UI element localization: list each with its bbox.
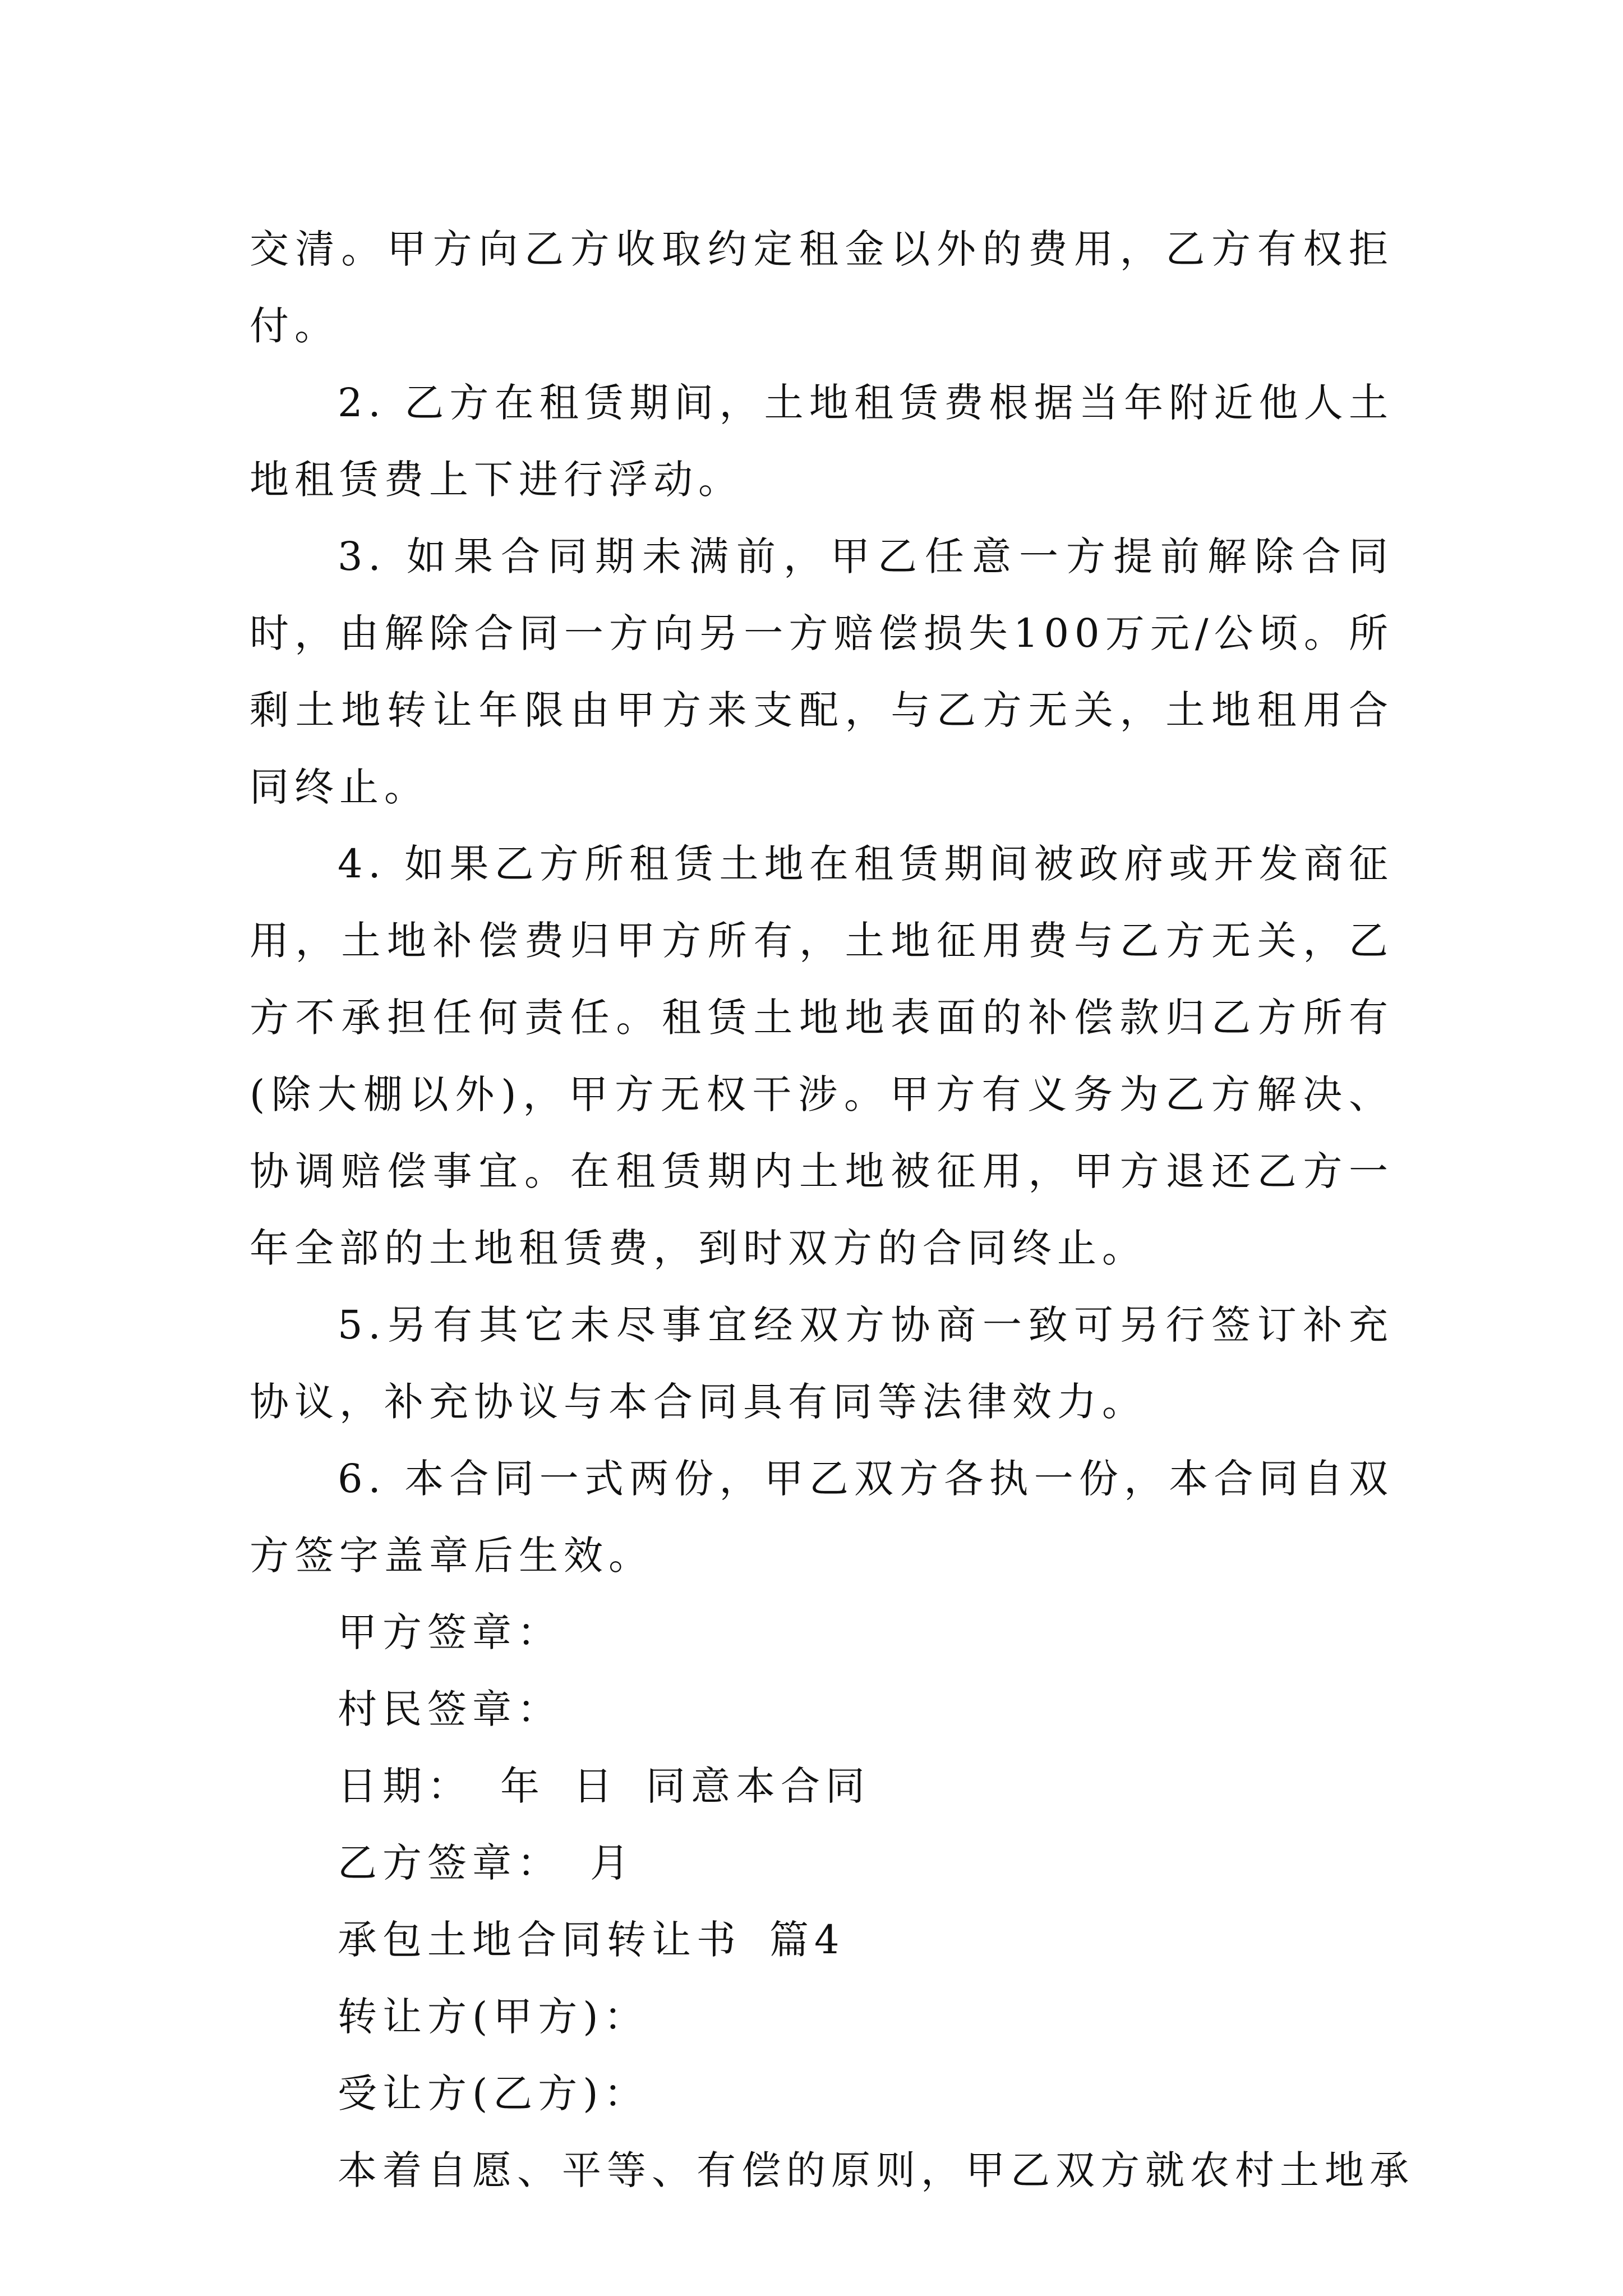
date-month: 月 xyxy=(590,1840,635,1886)
clause-6: 6. 本合同一式两份，甲乙双方各执一份，本合同自双方签字盖章后生效。 xyxy=(250,1456,1394,1579)
date-label: 日期： xyxy=(338,1763,472,1809)
paragraph-continuation: 交清。甲方向乙方收取约定租金以外的费用，乙方有权拒付。 xyxy=(250,226,1394,349)
party-b-signature: 乙方签章： xyxy=(338,1840,562,1886)
section-part: 篇4 xyxy=(769,1917,845,1963)
section-heading xyxy=(250,1902,1394,1978)
clause-3: 3. 如果合同期未满前，甲乙任意一方提前解除合同时，由解除合同一方向另一方赔偿损失100万元/公顷。所剩土地转让年限由甲方来支配，与乙方无关，土地租用合同终止。 xyxy=(250,533,1394,810)
document-body xyxy=(250,211,1414,2209)
party-b-line xyxy=(250,1825,1394,1902)
section-title: 承包土地合同转让书 xyxy=(338,1917,741,1963)
transferor-line: 转让方(甲方)： xyxy=(338,1994,649,2040)
agree-text: 同意本合同 xyxy=(646,1763,870,1809)
transferee-line: 受让方(乙方)： xyxy=(338,2070,649,2116)
party-a-signature: 甲方签章： xyxy=(338,1609,562,1655)
date-year: 年 xyxy=(500,1763,545,1809)
clause-4: 4. 如果乙方所租赁土地在租赁期间被政府或开发商征用，土地补偿费归甲方所有，土地征用费与乙方无关，乙方不承担任何责任。租赁土地地表面的补偿款归乙方所有(除大棚以外)，甲方无权干涉。甲方有义务为乙方解决、协调赔偿事宜。在租赁期内土地被征用，甲方退还乙方一年全部的土地租赁费，到时双方的合同终止。 xyxy=(250,841,1394,1271)
date-line xyxy=(250,1748,1394,1825)
villagers-signature: 村民签章： xyxy=(338,1686,562,1732)
date-day: 日 xyxy=(573,1763,618,1809)
clause-2: 2. 乙方在租赁期间，土地租赁费根据当年附近他人土地租赁费上下进行浮动。 xyxy=(250,380,1394,503)
intro-line: 本着自愿、平等、有偿的原则，甲乙双方就农村土地承 xyxy=(338,2147,1414,2193)
clause-5: 5.另有其它未尽事宜经双方协商一致可另行签订补充协议，补充协议与本合同具有同等法律效力。 xyxy=(250,1302,1394,1425)
